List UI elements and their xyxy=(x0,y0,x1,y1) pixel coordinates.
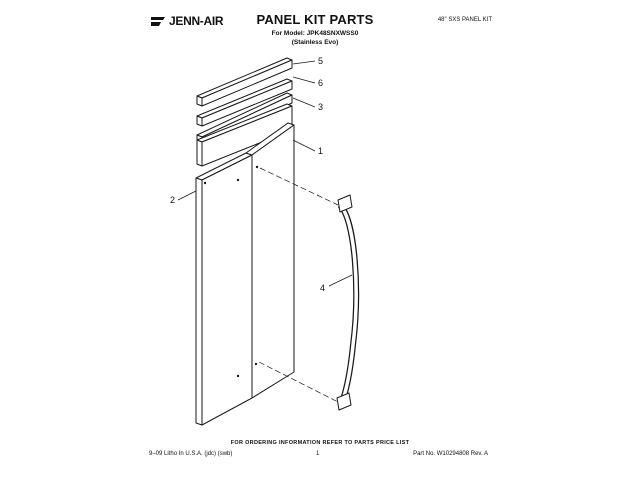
door-handle-4 xyxy=(337,195,356,410)
kit-name: 48" SXS PANEL KIT xyxy=(437,17,492,23)
page-title: PANEL KIT PARTS xyxy=(256,12,374,27)
callout-6: 6 xyxy=(318,78,324,88)
callout-4: 4 xyxy=(320,283,326,293)
callout-2: 2 xyxy=(170,195,176,205)
callout-5: 5 xyxy=(318,56,324,66)
fresh-food-door-panel xyxy=(246,123,294,398)
brand-name: JENN-AIR xyxy=(169,14,224,28)
part-number: Part No. W10294808 Rev. A xyxy=(413,451,488,457)
model-number: For Model: JPK48SNXWSS0 xyxy=(271,30,359,37)
page-number: 1 xyxy=(316,451,320,457)
callout-3: 3 xyxy=(318,102,324,112)
litho-line: 9–09 Litho In U.S.A. (jdc) (swb) xyxy=(149,451,233,457)
callout-1: 1 xyxy=(318,146,324,156)
freezer-door-panel-2 xyxy=(196,153,252,425)
ordering-note: FOR ORDERING INFORMATION REFER TO PARTS PRICE LIST xyxy=(230,440,410,446)
finish-label: (Stainless Evo) xyxy=(291,39,339,46)
